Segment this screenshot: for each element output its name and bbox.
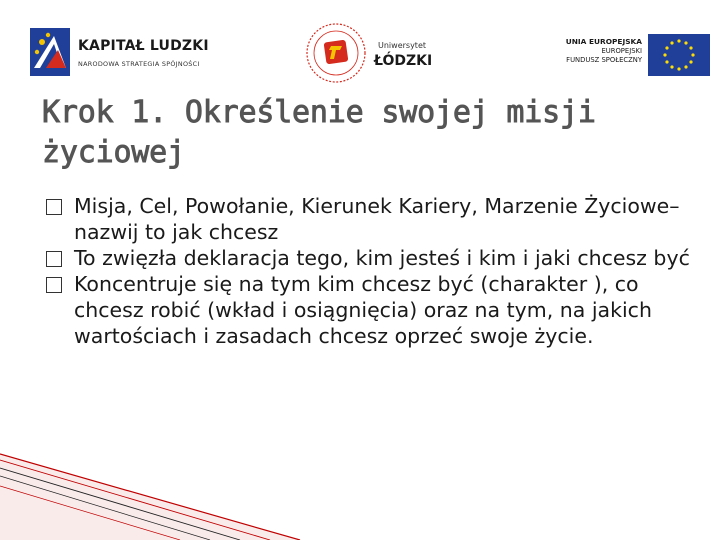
decorative-swoosh (0, 440, 720, 540)
slide-title: Krok 1. Określenie swojej misji życiowej (42, 95, 596, 170)
university-logo (305, 22, 440, 84)
eu-line-1: UNIA EUROPEJSKA (565, 37, 642, 46)
bullet-list (44, 193, 694, 349)
bullet-item (44, 271, 694, 349)
kapital-ludzki-logo (30, 28, 210, 78)
bullet-text: To zwięzła deklaracja tego, kim jesteś i kim i jaki chcesz być (74, 246, 690, 270)
kapital-ludzki-emblem-icon (30, 28, 70, 76)
logo-bar (0, 0, 720, 95)
bullet-item (44, 245, 694, 271)
eu-line-2: EUROPEJSKI (601, 47, 642, 55)
eu-flag-icon (648, 34, 710, 76)
university-name: ŁÓDZKI (374, 53, 433, 69)
university-seal-icon (305, 22, 367, 84)
university-label-small: Uniwersytet (378, 41, 426, 50)
bullet-text: Misja, Cel, Powołanie, Kierunek Kariery, Marzenie Życiowe– nazwij to jak chcesz (74, 194, 680, 244)
bullet-box-icon (46, 199, 62, 215)
eu-text (542, 37, 642, 65)
bullet-item (44, 193, 694, 245)
bullet-box-icon (46, 251, 62, 267)
eu-logo (546, 34, 710, 76)
eu-line-3: FUNDUSZ SPOŁECZNY (566, 56, 642, 64)
bullet-text: Koncentruje się na tym kim chcesz być (charakter ), co chcesz robić (wkład i osiągnięcia) oraz na tym, na jakich wartościach i zasadach chcesz oprzeć swoje życie. (74, 272, 652, 348)
kapital-ludzki-subtitle: NARODOWA STRATEGIA SPÓJNOŚCI (78, 60, 200, 68)
kapital-ludzki-title: KAPITAŁ LUDZKI (78, 38, 209, 54)
bullet-box-icon (46, 277, 62, 293)
